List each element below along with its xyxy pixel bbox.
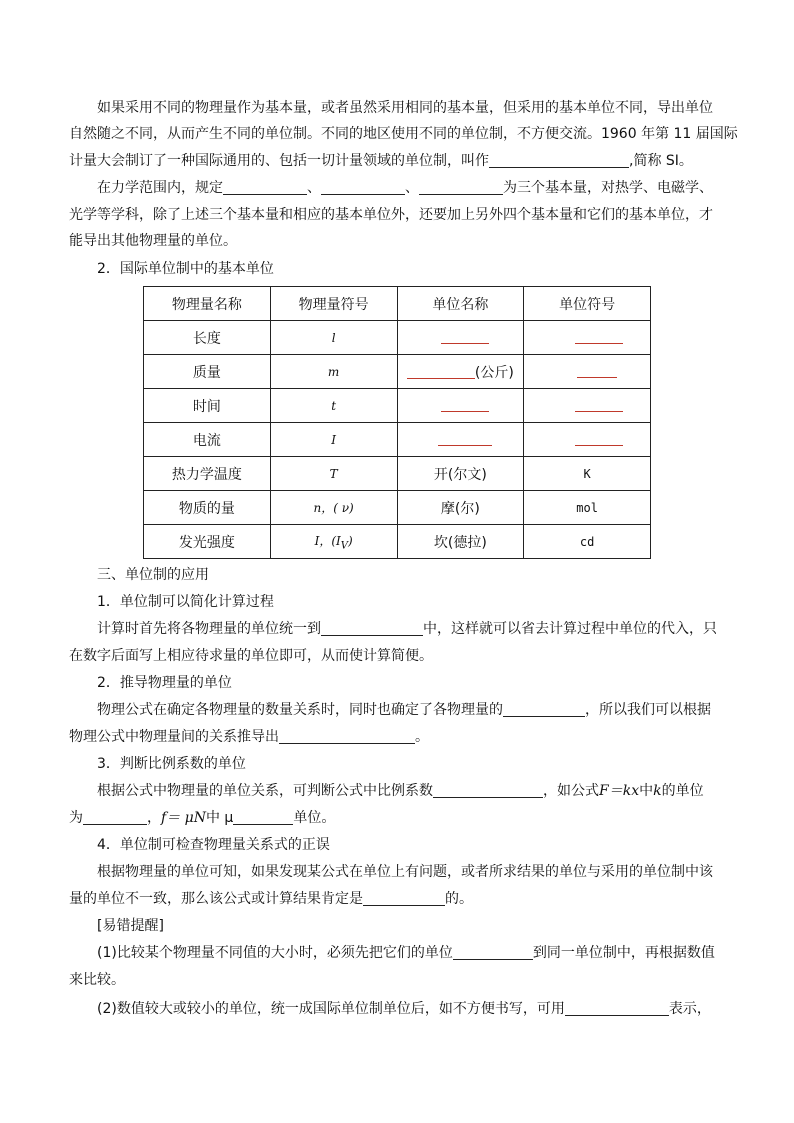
quantity-symbol: I (270, 423, 397, 457)
table-row (144, 321, 651, 355)
para1-line3: 计量大会制订了一种国际通用的、包括一切计量领域的单位制，叫作 ,简称 SI。 (69, 153, 693, 169)
unit-name-cell[interactable] (397, 423, 524, 457)
subsection-title: 3．判断比例系数的单位 (97, 756, 246, 772)
base-units-table (143, 286, 651, 559)
answer-blank[interactable] (575, 329, 623, 344)
answer-blank[interactable] (419, 178, 503, 195)
s4-line1: 根据物理量的单位可知，如果发现某公式在单位上有问题，或者所求结果的单位与采用的单位制中该 (97, 864, 713, 880)
table-header-row (144, 287, 651, 321)
table-row (144, 525, 651, 559)
table-row (144, 457, 651, 491)
quantity-symbol: t (270, 389, 397, 423)
answer-blank[interactable] (489, 151, 629, 168)
para2-line1: 在力学范围内，规定 、 、 为三个基本量，对热学、电磁学、 (97, 180, 713, 196)
table-row (144, 355, 651, 389)
answer-blank[interactable] (575, 431, 623, 446)
unit-symbol: mol (524, 491, 651, 525)
unit-name-cell[interactable] (397, 389, 524, 423)
column-header: 物理量符号 (270, 287, 397, 321)
unit-symbol-cell[interactable] (524, 355, 651, 389)
quantity-name: 发光强度 (144, 525, 271, 559)
s2-line1: 物理公式在确定各物理量的数量关系时，同时也确定了各物理量的 ，所以我们可以根据 (97, 702, 711, 718)
column-header: 单位名称 (397, 287, 524, 321)
unit-symbol: cd (524, 525, 651, 559)
unit-name: 摩(尔) (397, 491, 524, 525)
s2-line2: 物理公式中物理量间的关系推导出 。 (69, 729, 429, 745)
answer-blank[interactable] (577, 363, 617, 378)
answer-blank[interactable] (433, 781, 543, 798)
unit-name: 坎(德拉) (397, 525, 524, 559)
s3-line1: 根据公式中物理量的单位关系，可判断公式中比例系数 ，如公式F＝kx中k的单位 (97, 783, 704, 799)
unit-symbol-cell[interactable] (524, 423, 651, 457)
s4-line2: 量的单位不一致，那么该公式或计算结果肯定是 的。 (69, 891, 473, 907)
para2-line3: 能导出其他物理量的单位。 (69, 233, 237, 249)
unit-symbol: K (524, 457, 651, 491)
subsection-title: 2．推导物理量的单位 (97, 675, 232, 691)
answer-blank[interactable] (223, 178, 307, 195)
s1-line2: 在数字后面写上相应待求量的单位即可，从而使计算简便。 (69, 648, 433, 664)
subsection-title: 1．单位制可以简化计算过程 (97, 594, 274, 610)
answer-blank[interactable] (321, 619, 423, 636)
unit-symbol-cell[interactable] (524, 389, 651, 423)
answer-blank[interactable] (441, 397, 489, 412)
answer-blank[interactable] (321, 178, 405, 195)
column-header: 单位符号 (524, 287, 651, 321)
s3-line2: 为 ，f＝ μN中 μ 单位。 (69, 810, 336, 826)
answer-blank[interactable] (441, 329, 489, 344)
tip-1-line1: (1)比较某个物理量不同值的大小时，必须先把它们的单位 到同一单位制中，再根据数值 (97, 945, 715, 961)
section-3-title: 三、单位制的应用 (97, 567, 209, 583)
quantity-name: 质量 (144, 355, 271, 389)
quantity-symbol: T (270, 457, 397, 491)
unit-name-cell[interactable]: (公斤) (397, 355, 524, 389)
section-2-title: 2．国际单位制中的基本单位 (97, 261, 274, 277)
answer-blank[interactable] (565, 999, 669, 1016)
table-row (144, 389, 651, 423)
unit-name: 开(尔文) (397, 457, 524, 491)
para2-line2: 光学等学科，除了上述三个基本量和相应的基本单位外，还要加上另外四个基本量和它们的基本单位，才 (69, 207, 713, 223)
answer-blank[interactable] (453, 943, 533, 960)
quantity-symbol: I，$(I_V)$ (270, 525, 397, 559)
tip-1-line2: 来比较。 (69, 972, 125, 988)
answer-blank[interactable] (279, 727, 415, 744)
answer-blank[interactable] (83, 808, 147, 825)
quantity-name: 时间 (144, 389, 271, 423)
unit-name-cell[interactable] (397, 321, 524, 355)
quantity-name: 长度 (144, 321, 271, 355)
unit-symbol-cell[interactable] (524, 321, 651, 355)
column-header: 物理量名称 (144, 287, 271, 321)
quantity-name: 电流 (144, 423, 271, 457)
quantity-symbol: m (270, 355, 397, 389)
answer-blank[interactable] (503, 700, 585, 717)
subsection-title: 4．单位制可检查物理量关系式的正误 (97, 837, 330, 853)
para1-line1: 如果采用不同的物理量作为基本量，或者虽然采用相同的基本量，但采用的基本单位不同，导出单位 (97, 100, 713, 116)
answer-blank[interactable] (363, 889, 445, 906)
para1-line2: 自然随之不同，从而产生不同的单位制。不同的地区使用不同的单位制，不方便交流。1960 年第 11 届国际 (69, 126, 738, 142)
table-row (144, 491, 651, 525)
tip-title: [易错提醒] (97, 918, 164, 934)
quantity-symbol: n，( ν) (270, 491, 397, 525)
tip-2-line1: (2)数值较大或较小的单位，统一成国际单位制单位后，如不方便书写，可用 表示， (97, 1001, 711, 1017)
answer-blank[interactable] (233, 808, 293, 825)
answer-blank[interactable] (407, 364, 475, 379)
quantity-name: 物质的量 (144, 491, 271, 525)
table-row (144, 423, 651, 457)
s1-line1: 计算时首先将各物理量的单位统一到 中，这样就可以省去计算过程中单位的代入，只 (97, 621, 717, 637)
answer-blank[interactable] (438, 431, 492, 446)
answer-blank[interactable] (575, 397, 623, 412)
quantity-name: 热力学温度 (144, 457, 271, 491)
quantity-symbol: l (270, 321, 397, 355)
